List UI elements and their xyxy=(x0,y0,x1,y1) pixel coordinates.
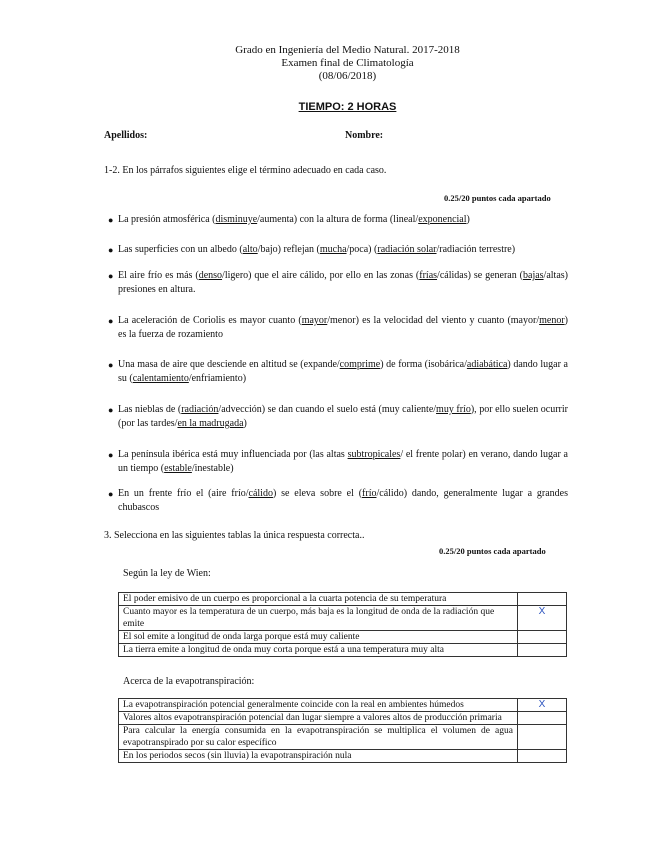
table-row[interactable] xyxy=(119,712,567,725)
statement-text: Las nieblas de (radiación/advección) se dan cuando el suelo está (muy caliente/muy frío), por ello suelen ocurrir (por las tardes/en la madrugada) xyxy=(118,404,568,429)
course-title: Grado en Ingeniería del Medio Natural. 2017-2018 xyxy=(235,44,460,56)
section1-points: 0.25/20 puntos cada apartado xyxy=(444,193,551,203)
answer-mark-cell[interactable] xyxy=(518,631,567,644)
bullet-icon: ● xyxy=(108,360,114,370)
table-row[interactable] xyxy=(119,699,567,712)
bullet-icon: ● xyxy=(108,489,114,499)
option-text: En los periodos secos (sin lluvia) la evapotranspiración nula xyxy=(119,750,518,763)
statement-text: Las superficies con un albedo (alto/bajo) reflejan (mucha/poca) (radiación solar/radiación terrestre) xyxy=(118,244,516,255)
table-row[interactable] xyxy=(119,750,567,763)
bullet-icon: ● xyxy=(108,450,114,460)
statement-text: El aire frío es más (denso/ligero) que el aire cálido, por ello en las zonas (frías/cálidas) se generan (bajas/altas) presiones en altura. xyxy=(118,270,568,295)
answer-table-evapotranspiration xyxy=(118,698,567,763)
answer-mark-cell[interactable] xyxy=(518,644,567,657)
time-limit-heading: TIEMPO: 2 HORAS xyxy=(298,101,397,113)
bullet-icon: ● xyxy=(108,215,114,225)
section3-points: 0.25/20 puntos cada apartado xyxy=(439,546,546,556)
answer-mark-cell[interactable] xyxy=(518,725,567,750)
answer-mark-cell[interactable]: X xyxy=(518,699,567,712)
exam-date: (08/06/2018) xyxy=(318,70,377,82)
option-text: Valores altos evapotranspiración potencial dan lugar siempre a valores altos de producción primaria xyxy=(119,712,518,725)
statement-text: La península ibérica está muy influenciada por (las altas subtropicales/ el frente polar) en verano, dando lugar a un tiempo (estable/inestable) xyxy=(118,449,568,474)
table1-intro: Según la ley de Wien: xyxy=(123,568,211,579)
answer-table-wien xyxy=(118,592,567,657)
option-text: Cuanto mayor es la temperatura de un cuerpo, más baja es la longitud de onda de la radiación que emite xyxy=(119,606,518,631)
option-text: El poder emisivo de un cuerpo es proporcional a la cuarta potencia de su temperatura xyxy=(119,593,518,606)
answer-mark-cell[interactable] xyxy=(518,712,567,725)
table-row[interactable] xyxy=(119,606,567,631)
bullet-icon: ● xyxy=(108,245,114,255)
surname-label: Apellidos: xyxy=(104,130,148,141)
table-row[interactable] xyxy=(119,631,567,644)
answer-mark-cell[interactable]: X xyxy=(518,606,567,631)
statement-text: Una masa de aire que desciende en altitud se (expande/comprime) de forma (isobárica/adiabática) dando lugar a su (calentamiento/enfriamiento) xyxy=(118,359,568,384)
statement-item xyxy=(108,213,568,227)
statement-text: La aceleración de Coriolis es mayor cuanto (mayor/menor) es la velocidad del viento y cuanto (mayor/menor) es la fuerza de rozamiento xyxy=(118,315,568,340)
name-label: Nombre: xyxy=(345,130,384,141)
table-row[interactable] xyxy=(119,725,567,750)
statement-item xyxy=(108,448,568,476)
statement-item xyxy=(108,487,568,515)
section3-instruction: 3. Selecciona en las siguientes tablas la única respuesta correcta.. xyxy=(104,530,365,541)
statement-item xyxy=(108,403,568,431)
option-text: Para calcular la energía consumida en la evapotranspiración se multiplica el volumen de agua evapotranspirado por su calor específico xyxy=(119,725,518,750)
table-row[interactable] xyxy=(119,593,567,606)
statement-text: En un frente frío el (aire frío/cálido) se eleva sobre el (frío/cálido) dando, generalmente lugar a grandes chubascos xyxy=(118,488,568,513)
statement-text: La presión atmosférica (disminuye/aumenta) con la altura de forma (lineal/exponencial) xyxy=(118,214,470,225)
table-row[interactable] xyxy=(119,644,567,657)
statement-item xyxy=(108,269,568,297)
statement-item xyxy=(108,358,568,386)
option-text: La tierra emite a longitud de onda muy corta porque está a una temperatura muy alta xyxy=(119,644,518,657)
answer-mark-cell[interactable] xyxy=(518,750,567,763)
option-text: El sol emite a longitud de onda larga porque está muy caliente xyxy=(119,631,518,644)
statement-item xyxy=(108,243,568,257)
bullet-icon: ● xyxy=(108,316,114,326)
table2-intro: Acerca de la evapotranspiración: xyxy=(123,676,255,687)
answer-mark-cell[interactable] xyxy=(518,593,567,606)
statement-item xyxy=(108,314,568,342)
exam-name: Examen final de Climatología xyxy=(281,57,414,69)
section1-instruction: 1-2. En los párrafos siguientes elige el término adecuado en cada caso. xyxy=(104,165,387,176)
option-text: La evapotranspiración potencial generalmente coincide con la real en ambientes húmedos xyxy=(119,699,518,712)
bullet-icon: ● xyxy=(108,271,114,281)
bullet-icon: ● xyxy=(108,405,114,415)
